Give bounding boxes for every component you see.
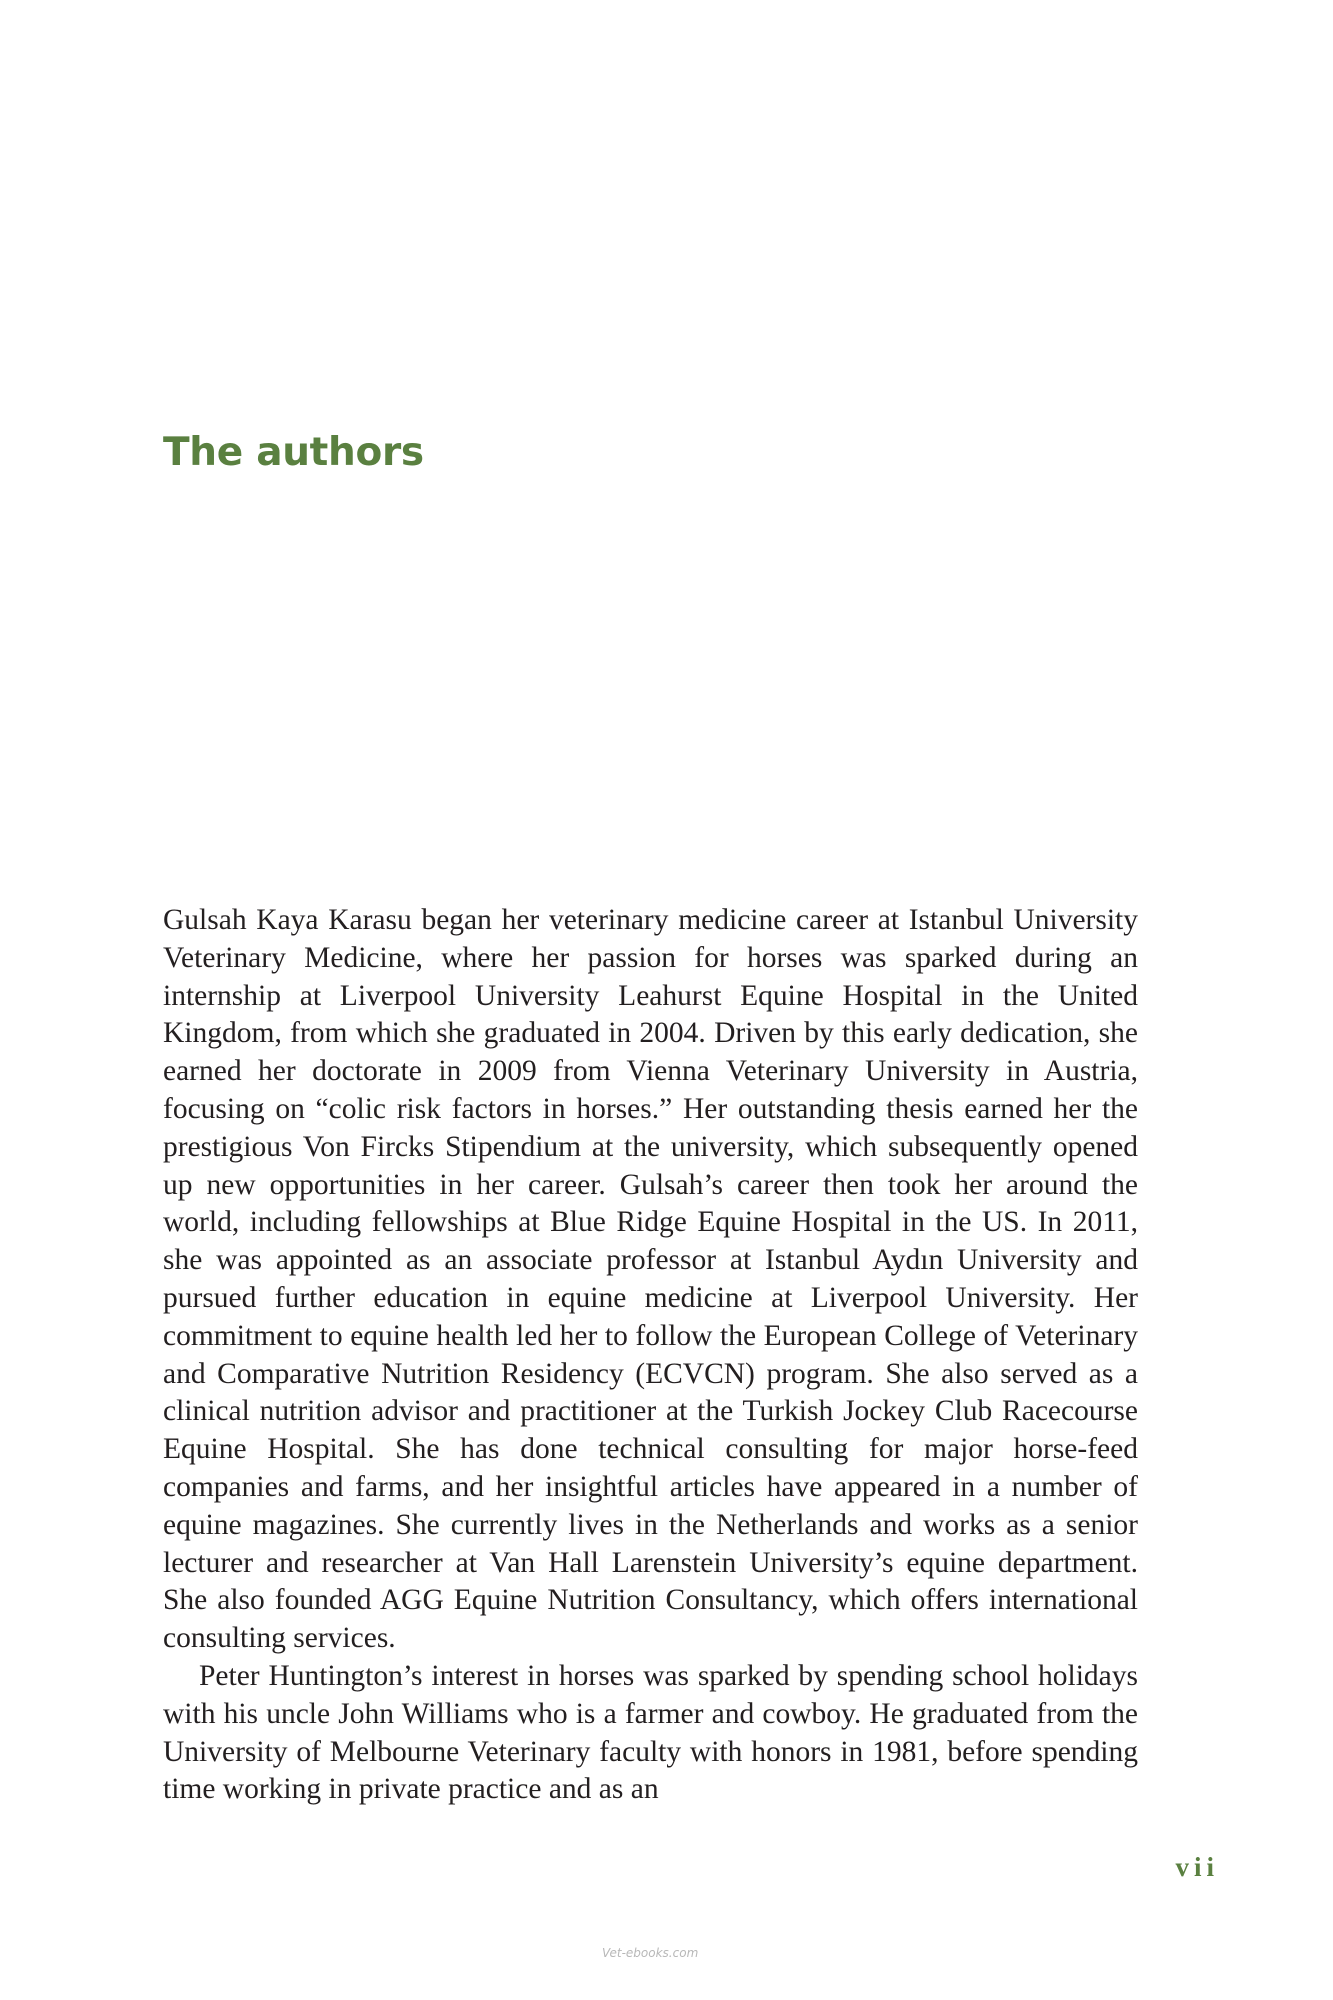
paragraph-huntington-bio: Peter Huntington’s interest in horses was sparked by spending school holidays with his uncle John Williams who is a farmer and cowboy. He graduated from the University of Melbourne Veterinary faculty with honors in 1981, before spending time working in private practice and as an <box>163 1659 1138 1806</box>
watermark-logo: Vet-ebooks.com <box>602 1946 699 1960</box>
section-heading: The authors <box>163 430 424 475</box>
page-number: vii <box>1175 1852 1219 1882</box>
paragraph-karasu-bio: Gulsah Kaya Karasu began her veterinary medicine career at Istanbul University Veterinary Medicine, where her passion for horses was sparked during an internship at Liverpool University Leahurst Equine Hospital in the United Kingdom, from which she graduated in 2004. Driven by this early dedication, she earned her doctorate in 2009 from Vienna Veterinary University in Austria, focusing on “colic risk factors in horses.” Her outstanding thesis earned her the prestigious Von Fircks Stipendium at the university, which subsequently opened up new opportunities in her career. Gulsah’s career then took her around the world, including fellowships at Blue Ridge Equine Hospital in the US. In 2011, she was appointed as an associate professor at Istanbul Aydın University and pursued further education in equine medicine at Liverpool University. Her commitment to equine health led her to follow the European College of Veterinary and Comparative Nutrition Residency (ECVCN) program. She also served as a clinical nutrition advisor and practitioner at the Turkish Jockey Club Racecourse Equine Hospital. She has done technical consulting for major horse-feed companies and farms, and her insightful articles have appeared in a number of equine magazines. She currently lives in the Netherlands and works as a senior lecturer and researcher at Van Hall Larenstein University’s equine department. She also founded AGG Equine Nutrition Consultancy, which offers international consulting services. <box>163 904 1138 1655</box>
body-text <box>163 902 1138 1809</box>
